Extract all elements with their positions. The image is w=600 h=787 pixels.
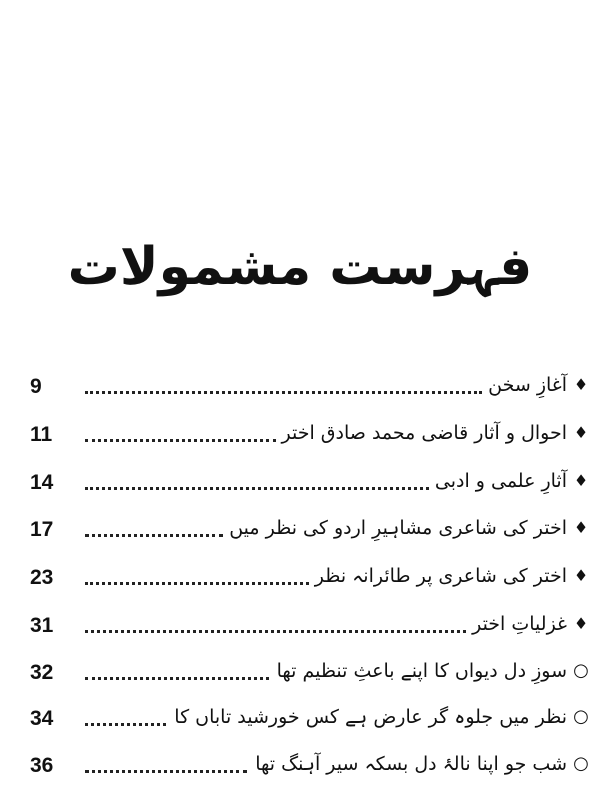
entry-title: اختر کی شاعری مشاہیرِ اردو کی نظر میں	[229, 517, 567, 539]
toc-entry[interactable]	[30, 362, 595, 400]
dotted-leader	[85, 630, 466, 633]
diamond-bullet-icon: ♦	[573, 518, 589, 537]
toc-entry[interactable]	[30, 410, 595, 448]
entry-title: اختر کی شاعری پر طائرانہ نظر	[314, 565, 567, 587]
toc-sub-entry[interactable]	[30, 648, 595, 686]
dotted-leader	[85, 391, 482, 394]
dotted-leader	[85, 582, 309, 585]
entry-title: آغازِ سخن	[488, 374, 567, 396]
diamond-bullet-icon: ♦	[573, 375, 589, 394]
entry-title: آثارِ علمی و ادبی	[434, 470, 567, 492]
page-title: فہرست مشمولات	[67, 237, 533, 297]
page-number: 23	[30, 566, 54, 589]
dotted-leader	[85, 677, 269, 680]
circle-bullet-icon: ○	[573, 753, 589, 774]
toc-entry[interactable]	[30, 601, 595, 639]
toc-sub-entry[interactable]	[30, 694, 595, 732]
diamond-bullet-icon: ♦	[573, 471, 589, 490]
entry-title: احوال و آثار قاضی محمد صادق اختر	[281, 422, 567, 444]
dotted-leader	[85, 770, 247, 773]
page-number: 34	[30, 707, 54, 730]
page-number: 17	[30, 518, 54, 541]
dotted-leader	[85, 439, 276, 442]
entry-title: غزلیاتِ اختر	[472, 613, 567, 635]
dotted-leader	[85, 723, 166, 726]
toc-entry[interactable]	[30, 553, 595, 591]
page-number: 36	[30, 754, 54, 777]
page-number: 11	[30, 423, 53, 446]
circle-bullet-icon: ○	[573, 706, 589, 727]
entry-title: نظر میں جلوہ گر عارض ہے کس خورشید تاباں کا	[174, 706, 567, 728]
toc-sub-entry[interactable]	[30, 741, 595, 779]
toc-entry[interactable]	[30, 458, 595, 496]
entry-title: شب جو اپنا نالۂ دل بسکہ سیر آہنگ تھا	[255, 753, 567, 775]
dotted-leader	[85, 534, 223, 537]
page-number: 14	[30, 471, 54, 494]
circle-bullet-icon: ○	[573, 660, 589, 681]
entry-title: سوزِ دل دیواں کا اپنے باعثِ تنظیم تھا	[276, 660, 567, 682]
diamond-bullet-icon: ♦	[573, 423, 589, 442]
page-number: 9	[30, 375, 42, 398]
page-number: 31	[30, 614, 54, 637]
diamond-bullet-icon: ♦	[573, 614, 589, 633]
diamond-bullet-icon: ♦	[573, 566, 589, 585]
page-number: 32	[30, 661, 54, 684]
dotted-leader	[85, 487, 429, 490]
toc-entry[interactable]	[30, 505, 595, 543]
